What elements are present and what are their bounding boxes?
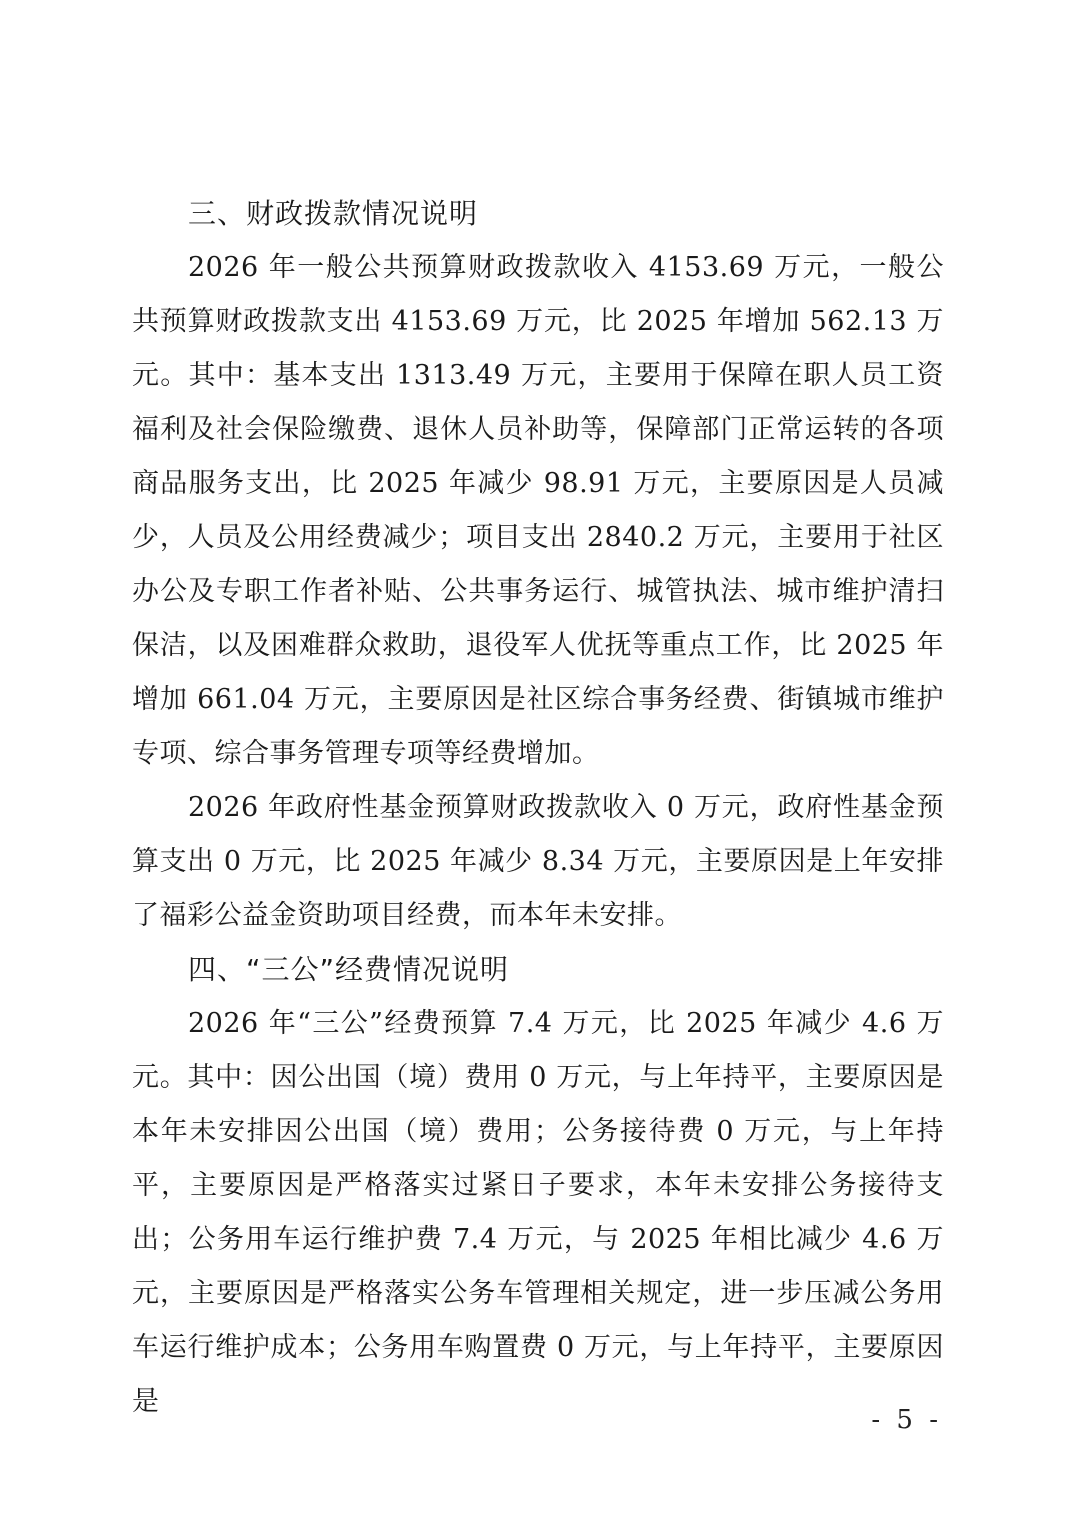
paragraph-general-budget: 2026 年一般公共预算财政拨款收入 4153.69 万元，一般公共预算财政拨款支出 4153.69 万元，比 2025 年增加 562.13 万元。其中：基本支出 1313.49 万元，主要用于保障在职人员工资福利及社会保险缴费、退休人员补助等，保障部门正常运转的各项商品服务支出，比 2025 年减少 98.91 万元，主要原因是人员减少，人员及公用经费减少；项目支出 2840.2 万元，主要用于社区办公及专职工作者补贴、公共事务运行、城管执法、城市维护清扫保洁，以及困难群众救助，退役军人优抚等重点工作，比 2025 年增加 661.04 万元，主要原因是社区综合事务经费、街镇城市维护专项、综合事务管理专项等经费增加。	[132, 252, 944, 769]
section-heading-three-public-expenses: 四、“三公”经费情况说明	[188, 953, 510, 986]
section-heading-fiscal-appropriation: 三、财政拨款情况说明	[188, 197, 479, 230]
paragraph-three-public-expenses: 2026 年“三公”经费预算 7.4 万元，比 2025 年减少 4.6 万元。其中：因公出国（境）费用 0 万元，与上年持平，主要原因是本年未安排因公出国（境）费用；公务接待费 0 万元，与上年持平，主要原因是严格落实过紧日子要求，本年未安排公务接待支出；公务用车运行维护费 7.4 万元，与 2025 年相比减少 4.6 万元，主要原因是严格落实公务车管理相关规定，进一步压减公务用车运行维护成本；公务用车购置费 0 万元，与上年持平，主要原因是	[132, 1008, 944, 1417]
paragraph-fund-budget: 2026 年政府性基金预算财政拨款收入 0 万元，政府性基金预算支出 0 万元，比 2025 年减少 8.34 万元，主要原因是上年安排了福彩公益金资助项目经费，而本年未安排。	[132, 792, 944, 931]
page-number: - 5 -	[871, 1405, 942, 1435]
page-content	[132, 187, 944, 1429]
